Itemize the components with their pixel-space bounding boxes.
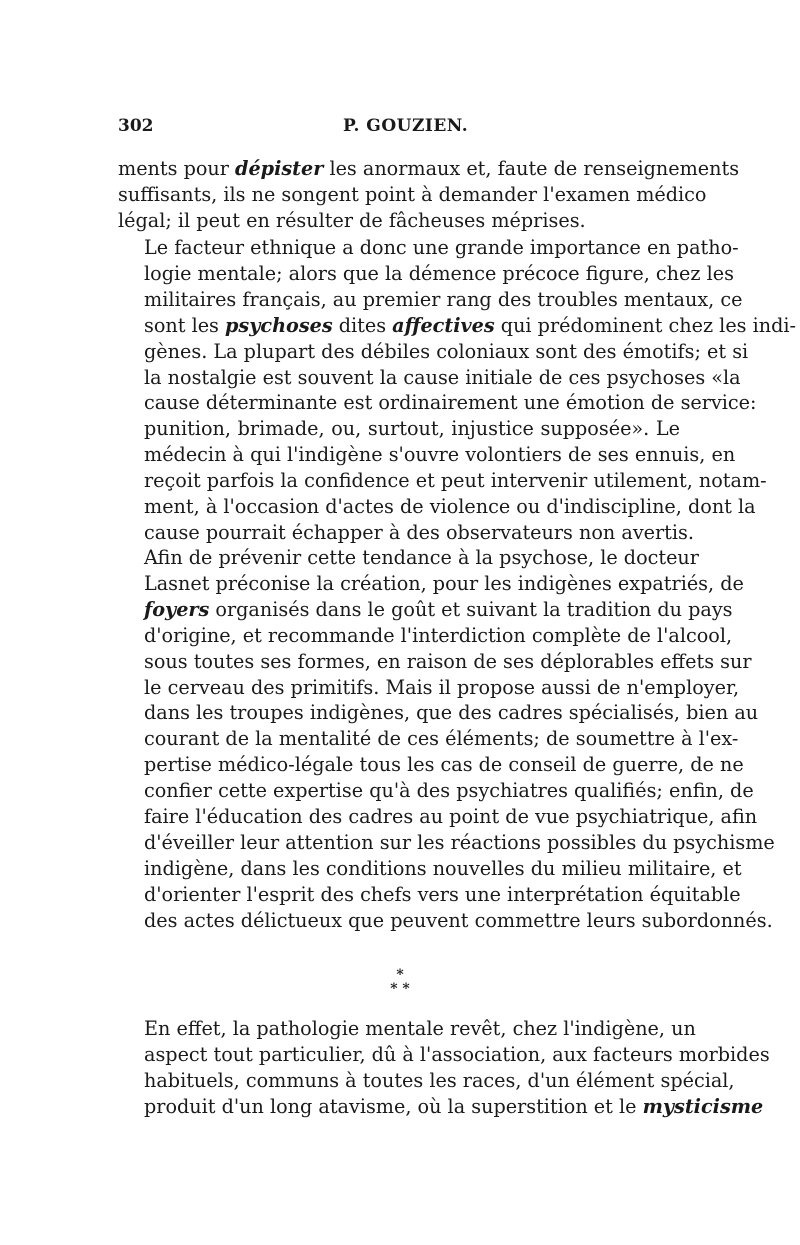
italic-term: mysticisme: [642, 1094, 764, 1118]
text-line: logie mentale; alors que la démence précoce figure, chez les: [144, 261, 734, 285]
paragraph-3: [118, 545, 775, 934]
text-line: habituels, communs à toutes les races, d'un élément spécial,: [144, 1068, 735, 1092]
text-line: foyers organisés dans le goût et suivant la tradition du pays: [144, 597, 733, 621]
text-line: reçoit parfois la confidence et peut intervenir utilement, notam-: [144, 469, 767, 493]
text-line: médecin à qui l'indigène s'ouvre volontiers de ses ennuis, en: [144, 443, 736, 467]
text-line: punition, brimade, ou, surtout, injustice supposée». Le: [144, 417, 680, 441]
text-line: gènes. La plupart des débiles coloniaux sont des émotifs; et si: [144, 339, 749, 363]
text-line: Le facteur ethnique a donc une grande importance en patho-: [144, 236, 739, 259]
text-line: Afin de prévenir cette tendance à la psychose, le docteur: [144, 546, 699, 569]
italic-term: dépister: [235, 157, 324, 180]
text-line: produit d'un long atavisme, où la superstition et le mysticisme: [144, 1094, 764, 1118]
page-header: [118, 116, 680, 146]
italic-term: affectives: [392, 313, 495, 337]
asterism-bottom: * *: [390, 981, 410, 997]
text-line: ment, à l'occasion d'actes de violence ou d'indiscipline, dont la: [144, 495, 756, 519]
text-line: légal; il peut en résulter de fâcheuses méprises.: [118, 208, 586, 232]
paragraph-4: [118, 1016, 770, 1120]
text-line: suffisants, ils ne songent point à demander l'examen médico: [118, 182, 707, 206]
italic-term: psychoses: [225, 313, 333, 337]
running-head: P. GOUZIEN.: [343, 116, 469, 136]
text-line: d'orienter l'esprit des chefs vers une interprétation équitable: [144, 882, 741, 906]
text-line: ments pour dépister les anormaux et, faute de renseignements: [118, 157, 740, 180]
text-line: d'origine, et recommande l'interdiction complète de l'alcool,: [144, 623, 733, 647]
text-line: Lasnet préconise la création, pour les indigènes expatriés, de: [144, 571, 744, 595]
paragraph-1: [118, 156, 740, 234]
text-line: d'éveiller leur attention sur les réactions possibles du psychisme: [144, 830, 775, 854]
text-line: courant de la mentalité de ces éléments; de soumettre à l'ex-: [144, 727, 739, 751]
text-line: militaires français, au premier rang des troubles mentaux, ce: [144, 287, 743, 311]
text-line: aspect tout particulier, dû à l'association, aux facteurs morbides: [144, 1042, 770, 1066]
text-line: sont les psychoses dites affectives qui prédominent chez les indi-: [144, 313, 797, 337]
text-line: cause pourrait échapper à des observateurs non avertis.: [144, 520, 694, 544]
text-line: sous toutes ses formes, en raison de ses déplorables effets sur: [144, 649, 752, 673]
asterism-separator: [0, 968, 800, 996]
text-line: faire l'éducation des cadres au point de vue psychiatrique, afin: [144, 805, 758, 829]
italic-term: foyers: [144, 597, 210, 621]
text-line: le cerveau des primitifs. Mais il propose aussi de n'employer,: [144, 675, 740, 699]
text-line: dans les troupes indigènes, que des cadres spécialisés, bien au: [144, 701, 759, 725]
text-line: confier cette expertise qu'à des psychiatres qualifiés; enfin, de: [144, 779, 754, 803]
text-line: la nostalgie est souvent la cause initiale de ces psychoses «la: [144, 365, 741, 389]
paragraph-2: [118, 235, 797, 546]
asterism-top: *: [396, 967, 404, 983]
page-number: 302: [118, 116, 154, 136]
text-line: En effet, la pathologie mentale revêt, chez l'indigène, un: [144, 1017, 696, 1040]
text-line: indigène, dans les conditions nouvelles du milieu militaire, et: [144, 856, 742, 880]
text-line: cause déterminante est ordinairement une émotion de service:: [144, 391, 757, 415]
text-line: pertise médico-légale tous les cas de conseil de guerre, de ne: [144, 753, 744, 777]
text-line: des actes délictueux que peuvent commettre leurs subordonnés.: [144, 908, 773, 932]
